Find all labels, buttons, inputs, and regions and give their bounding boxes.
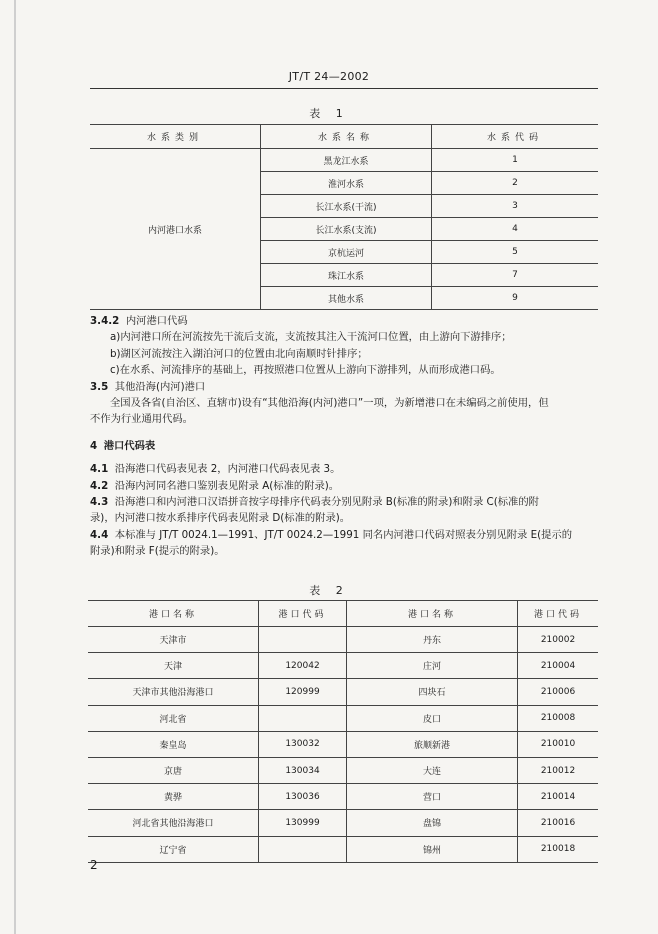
clause-4-3-cont: 录)，内河港口按水系排序代码表见附录 D(标准的附录)。 [90, 512, 351, 525]
t1-name: 其他水系 [261, 287, 432, 310]
port-name: 锦州 [347, 836, 518, 862]
port-code: 210010 [518, 731, 599, 757]
item-c: c)在水系、河流排序的基础上，再按照港口位置从上游向下游排列，从而形成港口码。 [110, 364, 501, 377]
table-row [88, 731, 598, 757]
port-code: 210018 [518, 836, 599, 862]
t1-name: 京杭运河 [261, 241, 432, 264]
t2-header-code-left: 港口代码 [259, 601, 347, 627]
port-code: 210006 [518, 679, 599, 705]
table-row [88, 784, 598, 810]
clause-4-4-cont: 附录)和附录 F(提示的附录)。 [90, 545, 225, 558]
header-rule [90, 88, 598, 89]
port-name: 营口 [347, 784, 518, 810]
table-row [88, 757, 598, 783]
port-name: 天津市 [88, 627, 259, 653]
t1-code: 7 [432, 264, 599, 287]
port-code: 130999 [259, 810, 347, 836]
t1-name: 淮河水系 [261, 172, 432, 195]
running-header: JT/T 24—2002 [288, 70, 370, 83]
section-3-5-para-line2: 不作为行业通用代码。 [90, 413, 193, 426]
table-row [90, 149, 598, 172]
section-4-heading: 4 港口代码表 [90, 439, 156, 452]
port-name: 河北省 [88, 705, 259, 731]
table-row [88, 836, 598, 862]
t1-header-category: 水系类别 [90, 125, 261, 149]
t1-code: 4 [432, 218, 599, 241]
section-3-5-para-line1: 全国及各省(自治区、直辖市)设有“其他沿海(内河)港口”一项，为新增港口在未编码之前使用，但 [110, 397, 549, 410]
section-3-5-heading: 3.5 其他沿海(内河)港口 [90, 380, 206, 393]
t1-name: 长江水系(干流) [261, 195, 432, 218]
port-code [259, 627, 347, 653]
clause-4-4: 4.4 本标准与 JT/T 0024.1—1991、JT/T 0024.2—1991 同名内河港口代码对照表分别见附录 E(提示的 [90, 528, 573, 541]
port-name: 丹东 [347, 627, 518, 653]
item-b: b)湖区河流按注入湖泊河口的位置由北向南顺时针排序； [110, 347, 368, 360]
t1-header-name: 水系名称 [261, 125, 432, 149]
port-name: 盘锦 [347, 810, 518, 836]
t1-code: 2 [432, 172, 599, 195]
t1-name: 黑龙江水系 [261, 149, 432, 172]
port-code: 210008 [518, 705, 599, 731]
table-1 [90, 124, 598, 310]
port-name: 四块石 [347, 679, 518, 705]
port-name: 秦皇岛 [88, 731, 259, 757]
port-code [259, 705, 347, 731]
t1-code: 1 [432, 149, 599, 172]
port-name: 黄骅 [88, 784, 259, 810]
t1-group-cell: 内河港口水系 [90, 149, 261, 310]
port-name: 皮口 [347, 705, 518, 731]
port-name: 旅顺新港 [347, 731, 518, 757]
port-code [259, 836, 347, 862]
item-a: a)内河港口所在河流按先干流后支流，支流按其注入干流河口位置，由上游向下游排序； [110, 331, 512, 344]
table-2 [88, 600, 598, 863]
t2-header-name-left: 港口名称 [88, 601, 259, 627]
port-code: 210016 [518, 810, 599, 836]
port-name: 河北省其他沿海港口 [88, 810, 259, 836]
t2-header-code-right: 港口代码 [518, 601, 599, 627]
t1-header-code: 水系代码 [432, 125, 599, 149]
port-code: 210012 [518, 757, 599, 783]
clause-4-2: 4.2 沿海内河同名港口鉴别表见附录 A(标准的附录)。 [90, 479, 340, 492]
port-name: 天津市其他沿海港口 [88, 679, 259, 705]
table-row [88, 810, 598, 836]
body-text [90, 313, 610, 560]
t1-code: 5 [432, 241, 599, 264]
port-code: 130036 [259, 784, 347, 810]
port-name: 大连 [347, 757, 518, 783]
port-code: 210004 [518, 653, 599, 679]
table-row [88, 679, 598, 705]
table1-caption: 表 1 [309, 107, 349, 120]
table-row [88, 627, 598, 653]
t1-name: 珠江水系 [261, 264, 432, 287]
t2-header-name-right: 港口名称 [347, 601, 518, 627]
table2-caption: 表 2 [309, 584, 349, 597]
port-code: 130032 [259, 731, 347, 757]
port-name: 庄河 [347, 653, 518, 679]
clause-4-1: 4.1 沿海港口代码表见表 2，内河港口代码表见表 3。 [90, 463, 341, 476]
section-3-4-2-heading: 3.4.2 内河港口代码 [90, 315, 188, 327]
table-row [88, 653, 598, 679]
port-code: 120999 [259, 679, 347, 705]
t1-name: 长江水系(支流) [261, 218, 432, 241]
port-name: 京唐 [88, 757, 259, 783]
page-number: 2 [90, 858, 98, 872]
t1-code: 3 [432, 195, 599, 218]
port-code: 130034 [259, 757, 347, 783]
port-code: 210002 [518, 627, 599, 653]
port-code: 120042 [259, 653, 347, 679]
table-row [88, 705, 598, 731]
clause-4-3: 4.3 沿海港口和内河港口汉语拼音按字母排序代码表分别见附录 B(标准的附录)和附录 C(标准的附 [90, 496, 539, 509]
port-name: 辽宁省 [88, 836, 259, 862]
t1-code: 9 [432, 287, 599, 310]
port-name: 天津 [88, 653, 259, 679]
port-code: 210014 [518, 784, 599, 810]
binding-edge [14, 0, 16, 934]
